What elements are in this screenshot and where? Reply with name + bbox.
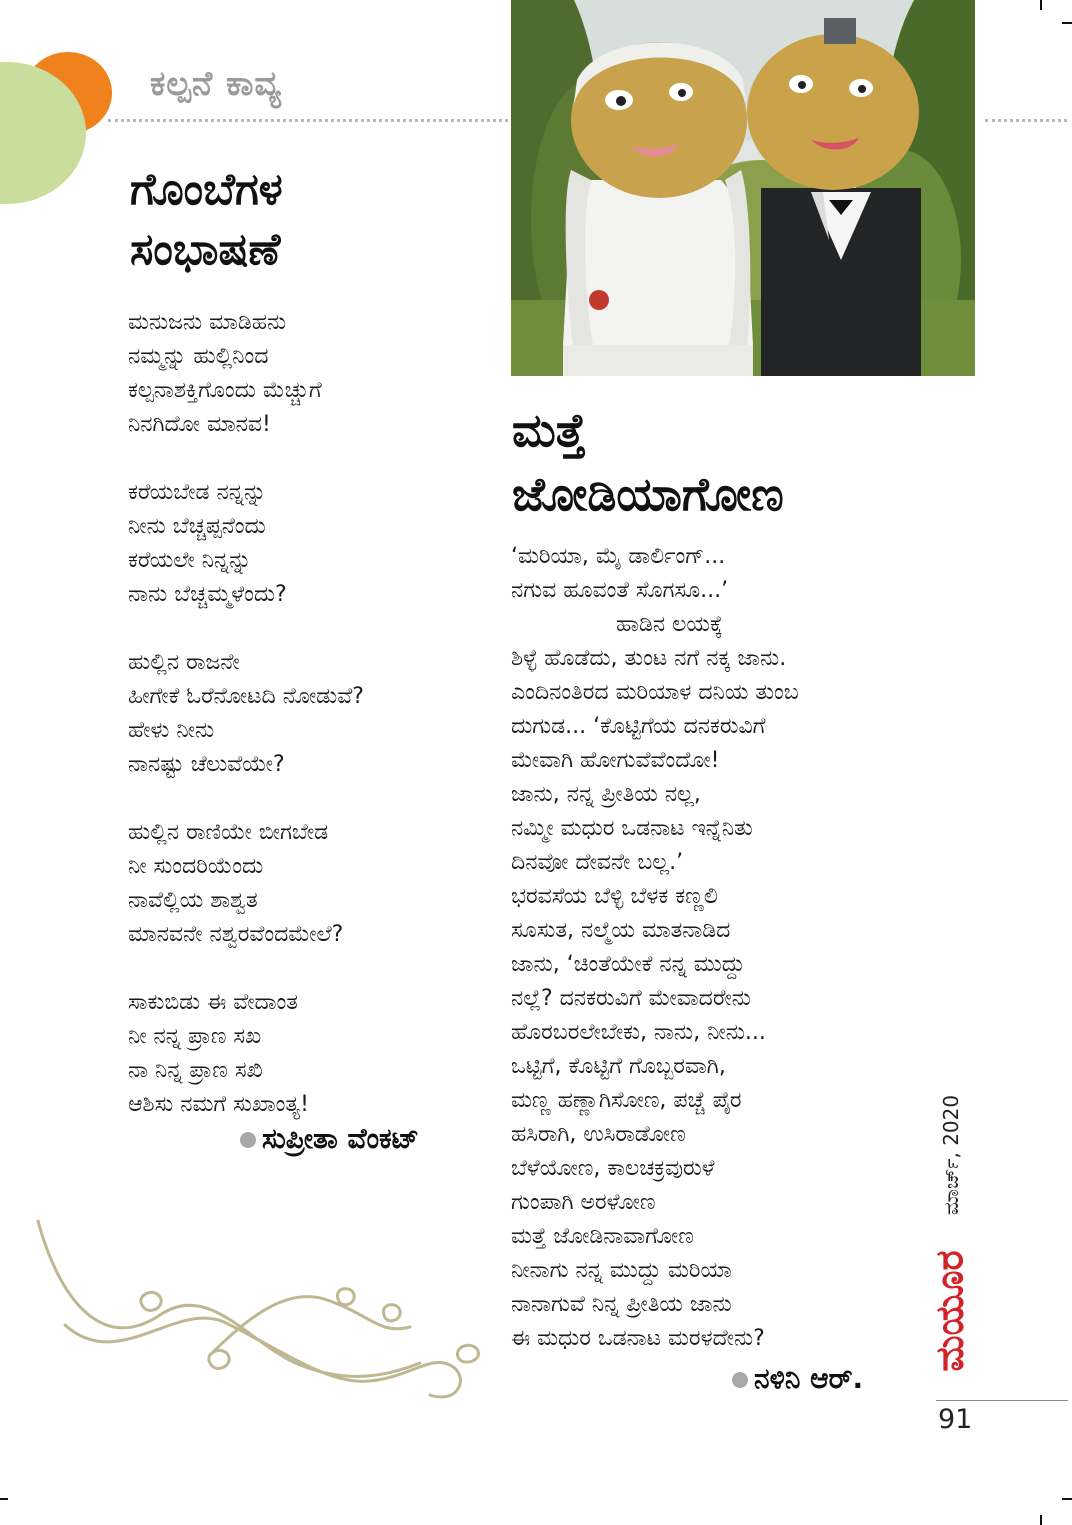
crop-mark — [1062, 1498, 1072, 1500]
poem-line: ಕರೆಯಲೇ ನಿನ್ನನ್ನು — [128, 548, 252, 573]
poem-line: ನಾವೆಲ್ಲಿಯ ಶಾಶ್ವತ — [128, 888, 258, 913]
curly-line-doodle-icon — [30, 1205, 500, 1415]
page-number: 91 — [938, 1404, 973, 1435]
poem-line: ಎಂದಿನಂತಿರದ ಮರಿಯಾಳ ದನಿಯ ತುಂಬ — [511, 680, 799, 705]
poem-line: ಶಿಳ್ಳೆ ಹೊಡೆದು, ತುಂಟ ನಗೆ ನಕ್ಕ ಜಾನು. — [511, 646, 787, 671]
poem-line: ಮನುಜನು ಮಾಡಿಹನು — [128, 310, 287, 335]
magazine-brand — [920, 1244, 980, 1378]
straw-bale-couple-photo — [511, 0, 975, 376]
poem-line: ನಾನಾಗುವೆ ನಿನ್ನ ಪ್ರೀತಿಯ ಜಾನು — [511, 1292, 732, 1317]
bullet-dot-icon — [732, 1372, 748, 1388]
poem-line: ನೀ ಸುಂದರಿಯೆಂದು — [128, 854, 264, 879]
poem-line: ನಗುವ ಹೂವಂತೆ ಸೊಗಸೂ...’ — [511, 578, 729, 603]
poem-line: ಮೇವಾಗಿ ಹೋಗುವೆವೆಂದೋ! — [511, 748, 720, 773]
poem-title-right-line2: ಜೋಡಿಯಾಗೋಣ — [512, 467, 784, 521]
poem-line: ನಾನು ಬೆಚ್ಚಮ್ಮಳೆಂದು? — [128, 582, 287, 607]
poem-line: ಆಶಿಸು ನಮಗೆ ಸುಖಾಂತ್ಯ! — [128, 1092, 309, 1117]
poem-line: ನಮ್ಮನ್ನು ಹುಲ್ಲಿನಿಂದ — [128, 344, 269, 369]
author-right — [732, 1362, 863, 1396]
poem-line: ನಾ ನಿನ್ನ ಪ್ರಾಣ ಸಖಿ — [128, 1058, 263, 1083]
poem-line: ಜಾನು, ನನ್ನ ಪ್ರೀತಿಯ ನಲ್ಲ, — [511, 782, 701, 807]
poem-line: ಮಾನವನೇ ನಶ್ವರವೆಂದಮೇಲೆ? — [128, 922, 344, 947]
poem-line: ನಲ್ಲೆ? ದನಕರುವಿಗೆ ಮೇವಾದರೇನು — [511, 986, 751, 1011]
poem-stanza — [128, 646, 488, 782]
poem-line: ಹೀಗೇಕೆ ಓರೆನೋಟದಿ ನೋಡುವೆ? — [128, 684, 364, 709]
poem-stanza — [128, 986, 488, 1122]
poem-line: ನೀನಾಗು ನನ್ನ ಮುದ್ದು ಮರಿಯಾ — [511, 1258, 732, 1283]
poem-stanza — [128, 816, 488, 952]
poem-stanza — [128, 306, 488, 442]
poem-line: ದುಗುಡ... ‘ಕೊಟ್ಟಿಗೆಯ ದನಕರುವಿಗೆ — [511, 714, 766, 739]
poem-title-left-line1: ಗೊಂಬೆಗಳ — [130, 164, 283, 215]
poem-stanza — [128, 476, 488, 612]
poem-line: ಕರೆಯಬೇಡ ನನ್ನನ್ನು — [128, 480, 267, 505]
crop-mark — [1040, 1515, 1042, 1525]
page-number-rule — [936, 1400, 1068, 1401]
author-right-name: ನಳಿನಿ ಆರ್. — [754, 1362, 864, 1395]
poem-line: ಗುಂಪಾಗಿ ಅರಳೋಣ — [511, 1190, 656, 1215]
poem-line: ಹಸಿರಾಗಿ, ಉಸಿರಾಡೋಣ — [511, 1122, 686, 1147]
poem-line: ಈ ಮಧುರ ಒಡನಾಟ ಮರಳದೇನು? — [511, 1326, 765, 1351]
poem-title-left — [130, 160, 283, 280]
magazine-brand-text: ಮಯೂರ — [927, 1250, 972, 1372]
poem-line: ಸೂಸುತ, ನಲ್ಮೆಯ ಮಾತನಾಡಿದ — [511, 918, 731, 943]
poem-title-right — [512, 398, 784, 526]
poem-line: ನಿನಗಿದೋ ಮಾನವ! — [128, 412, 271, 437]
crop-mark — [1040, 0, 1042, 10]
poem-line: ಸಾಕುಬಿಡು ಈ ವೇದಾಂತ — [128, 990, 298, 1015]
poem-line: ‘ಮರಿಯಾ, ಮೈ ಡಾರ್ಲಿಂಗ್... — [511, 544, 726, 569]
dotted-divider-left — [108, 119, 508, 122]
poem-line: ನಾನಷ್ಟು ಚೆಲುವೆಯೇ? — [128, 752, 285, 777]
poem-title-right-line1: ಮತ್ತೆ — [512, 403, 586, 457]
poem-line: ಮತ್ತೆ ಜೋಡಿನಾವಾಗೋಣ — [511, 1224, 694, 1249]
poem-line: ನಮ್ಮೀ ಮಧುರ ಒಡನಾಟ ಇನ್ನೆನಿತು — [511, 816, 753, 841]
poem-body-right — [511, 540, 931, 1356]
bullet-dot-icon — [240, 1132, 256, 1148]
author-left — [240, 1122, 419, 1156]
poem-line: ಒಟ್ಟಿಗೆ, ಕೊಟ್ಟಿಗೆ ಗೊಬ್ಬರವಾಗಿ, — [511, 1054, 726, 1079]
poem-line: ಹುಲ್ಲಿನ ರಾಣಿಯೇ ಬೀಗಬೇಡ — [128, 820, 329, 845]
poem-line: ಜಾನು, ‘ಚಿಂತೆಯೇಕೆ ನನ್ನ ಮುದ್ದು — [511, 952, 745, 977]
poem-body-left — [128, 306, 488, 1122]
issue-date — [926, 1090, 976, 1220]
poem-line: ಬೆಳೆಯೋಣ, ಕಾಲಚಕ್ರವುರುಳೆ — [511, 1156, 715, 1181]
dotted-divider-right — [985, 119, 1067, 122]
poem-line: ಮಣ್ಣ ಹಣ್ಣಾಗಿಸೋಣ, ಪಚ್ಚೆ ಪೈರ — [511, 1088, 742, 1113]
poem-line: ನೀನು ಬೆಚ್ಚಪ್ಪನೆಂದು — [128, 514, 266, 539]
poem-line: ಹಾಡಿನ ಲಯಕ್ಕೆ — [616, 612, 723, 637]
poem-line: ದಿನವೋ ದೇವನೇ ಬಲ್ಲ.’ — [511, 850, 684, 875]
poem-line: ಭರವಸೆಯ ಬೆಳ್ಳಿ ಬೆಳಕ ಕಣ್ಣಲಿ — [511, 884, 718, 909]
crop-mark — [0, 1498, 8, 1500]
section-label: ಕಲ್ಪನೆ ಕಾವ್ಯ — [150, 64, 282, 104]
poem-line: ಹೇಳು ನೀನು — [128, 718, 215, 743]
crop-mark — [1062, 22, 1072, 24]
issue-date-text: ಮಾರ್ಚ್, 2020 — [939, 1094, 963, 1216]
poem-line: ಹೊರಬರಲೇಬೇಕು, ನಾನು, ನೀನು... — [511, 1020, 766, 1045]
poem-line: ಕಲ್ಪನಾಶಕ್ತಿಗೊಂದು ಮೆಚ್ಚುಗೆ — [128, 378, 322, 403]
poem-line: ನೀ ನನ್ನ ಪ್ರಾಣ ಸಖ — [128, 1024, 262, 1049]
poem-title-left-line2: ಸಂಭಾಷಣೆ — [130, 224, 281, 275]
poem-line: ಹುಲ್ಲಿನ ರಾಜನೇ — [128, 650, 240, 675]
author-left-name: ಸುಪ್ರೀತಾ ವೆಂಕಟ್ — [262, 1122, 420, 1155]
